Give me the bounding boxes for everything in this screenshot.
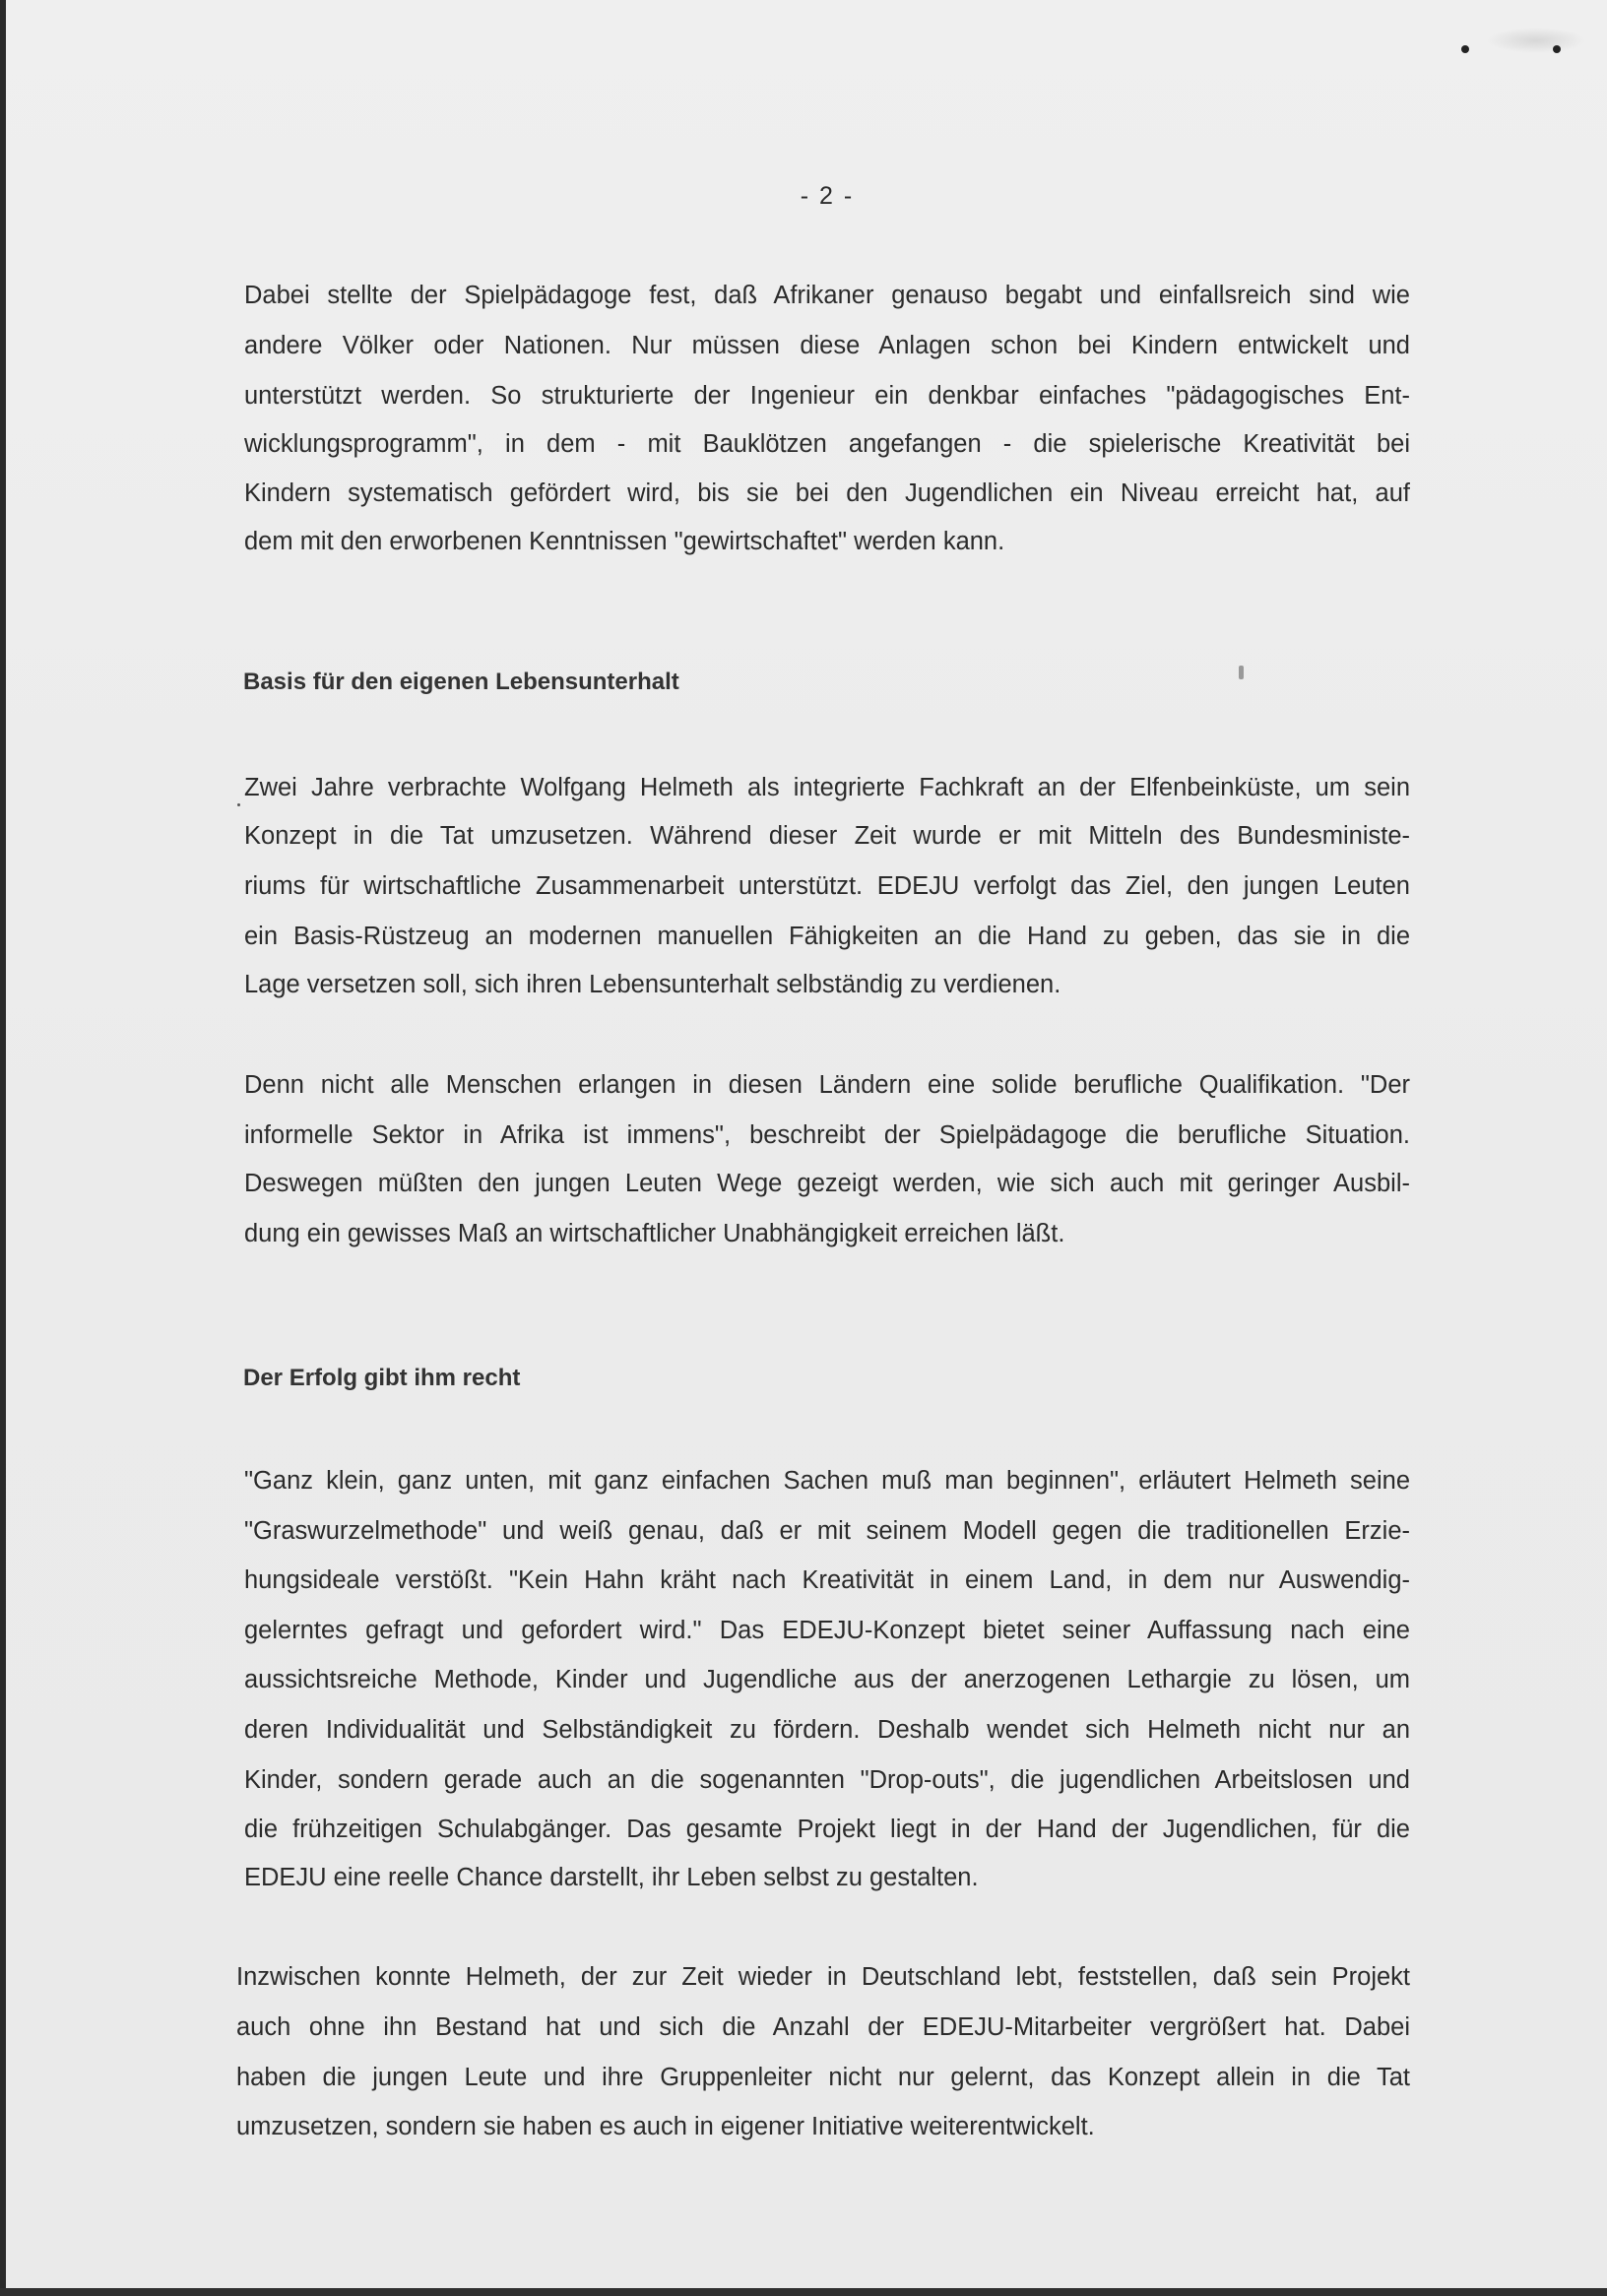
page-number: - 2 -: [800, 182, 855, 210]
section-heading: Basis für den eigenen Lebensunterhalt: [243, 669, 679, 695]
text-line: Dabei stellte der Spielpädagoge fest, daß Afrikaner genauso begabt und einfallsreich sind wie: [244, 282, 1410, 309]
text-line: Zwei Jahre verbrachte Wolfgang Helmeth als integrierte Fachkraft an der Elfenbeinküste, um sein: [244, 774, 1410, 801]
text-line: hungsideale verstößt. "Kein Hahn kräht nach Kreativität in einem Land, in dem nur Auswendig-: [244, 1566, 1410, 1594]
text-line: die frühzeitigen Schulabgänger. Das gesamte Projekt liegt in der Hand der Jugendlichen, für die: [244, 1816, 1410, 1843]
text-line: Lage versetzen soll, sich ihren Lebensunterhalt selbständig zu verdienen.: [244, 971, 1061, 998]
text-line: EDEJU eine reelle Chance darstellt, ihr Leben selbst zu gestalten.: [244, 1864, 979, 1891]
staple-crease: [1487, 28, 1585, 53]
stray-mark: [237, 803, 240, 806]
text-line: Kindern systematisch gefördert wird, bis sie bei den Jugendlichen ein Niveau erreicht hat, auf: [244, 479, 1410, 507]
text-line: Deswegen müßten den jungen Leuten Wege gezeigt werden, wie sich auch mit geringer Ausbil-: [244, 1170, 1410, 1197]
scan-bottom-edge: [0, 2288, 1607, 2296]
text-line: unterstützt werden. So strukturierte der Ingenieur ein denkbar einfaches "pädagogisches Ent-: [244, 382, 1410, 410]
text-line: ein Basis-Rüstzeug an modernen manuellen Fähigkeiten an die Hand zu geben, das sie in die: [244, 923, 1410, 950]
text-line: "Ganz klein, ganz unten, mit ganz einfachen Sachen muß man beginnen", erläutert Helmeth seine: [244, 1467, 1410, 1495]
text-line: deren Individualität und Selbständigkeit zu fördern. Deshalb wendet sich Helmeth nicht nur an: [244, 1716, 1410, 1744]
section-heading: Der Erfolg gibt ihm recht: [243, 1365, 521, 1391]
text-line: aussichtsreiche Methode, Kinder und Jugendliche aus der anerzogenen Lethargie zu lösen, um: [244, 1666, 1410, 1693]
text-line: andere Völker oder Nationen. Nur müssen diese Anlagen schon bei Kindern entwickelt und: [244, 332, 1410, 359]
staple-hole-icon: [1553, 45, 1561, 53]
staple-hole-icon: [1461, 45, 1469, 53]
text-line: dem mit den erworbenen Kenntnissen "gewirtschaftet" werden kann.: [244, 528, 1005, 555]
text-line: Denn nicht alle Menschen erlangen in diesen Ländern eine solide berufliche Qualifikation. "Der: [244, 1071, 1410, 1099]
text-line: auch ohne ihn Bestand hat und sich die Anzahl der EDEJU-Mitarbeiter vergrößert hat. Dabei: [236, 2013, 1410, 2041]
text-line: informelle Sektor in Afrika ist immens", beschreibt der Spielpädagoge die berufliche Situation.: [244, 1121, 1410, 1149]
text-line: Inzwischen konnte Helmeth, der zur Zeit wieder in Deutschland lebt, feststellen, daß sein Projekt: [236, 1963, 1410, 1991]
text-line: umzusetzen, sondern sie haben es auch in eigener Initiative weiterentwickelt.: [236, 2113, 1095, 2140]
text-line: Konzept in die Tat umzusetzen. Während dieser Zeit wurde er mit Mitteln des Bundesministe-: [244, 822, 1410, 850]
text-line: "Graswurzelmethode" und weiß genau, daß er mit seinem Modell gegen die traditionellen Erzie-: [244, 1517, 1410, 1545]
text-line: dung ein gewisses Maß an wirtschaftlicher Unabhängigkeit erreichen läßt.: [244, 1220, 1065, 1247]
text-line: gelerntes gefragt und gefordert wird." Das EDEJU-Konzept bietet seiner Auffassung nach eine: [244, 1617, 1410, 1644]
stray-mark: [1239, 666, 1244, 679]
text-line: riums für wirtschaftliche Zusammenarbeit unterstützt. EDEJU verfolgt das Ziel, den jungen Leuten: [244, 872, 1410, 900]
text-line: Kinder, sondern gerade auch an die sogenannten "Drop-outs", die jugendlichen Arbeitslosen und: [244, 1766, 1410, 1794]
text-line: haben die jungen Leute und ihre Gruppenleiter nicht nur gelernt, das Konzept allein in die Tat: [236, 2064, 1410, 2091]
text-line: wicklungsprogramm", in dem - mit Bauklötzen angefangen - die spielerische Kreativität bei: [244, 430, 1410, 458]
scan-left-edge: [0, 0, 6, 2296]
